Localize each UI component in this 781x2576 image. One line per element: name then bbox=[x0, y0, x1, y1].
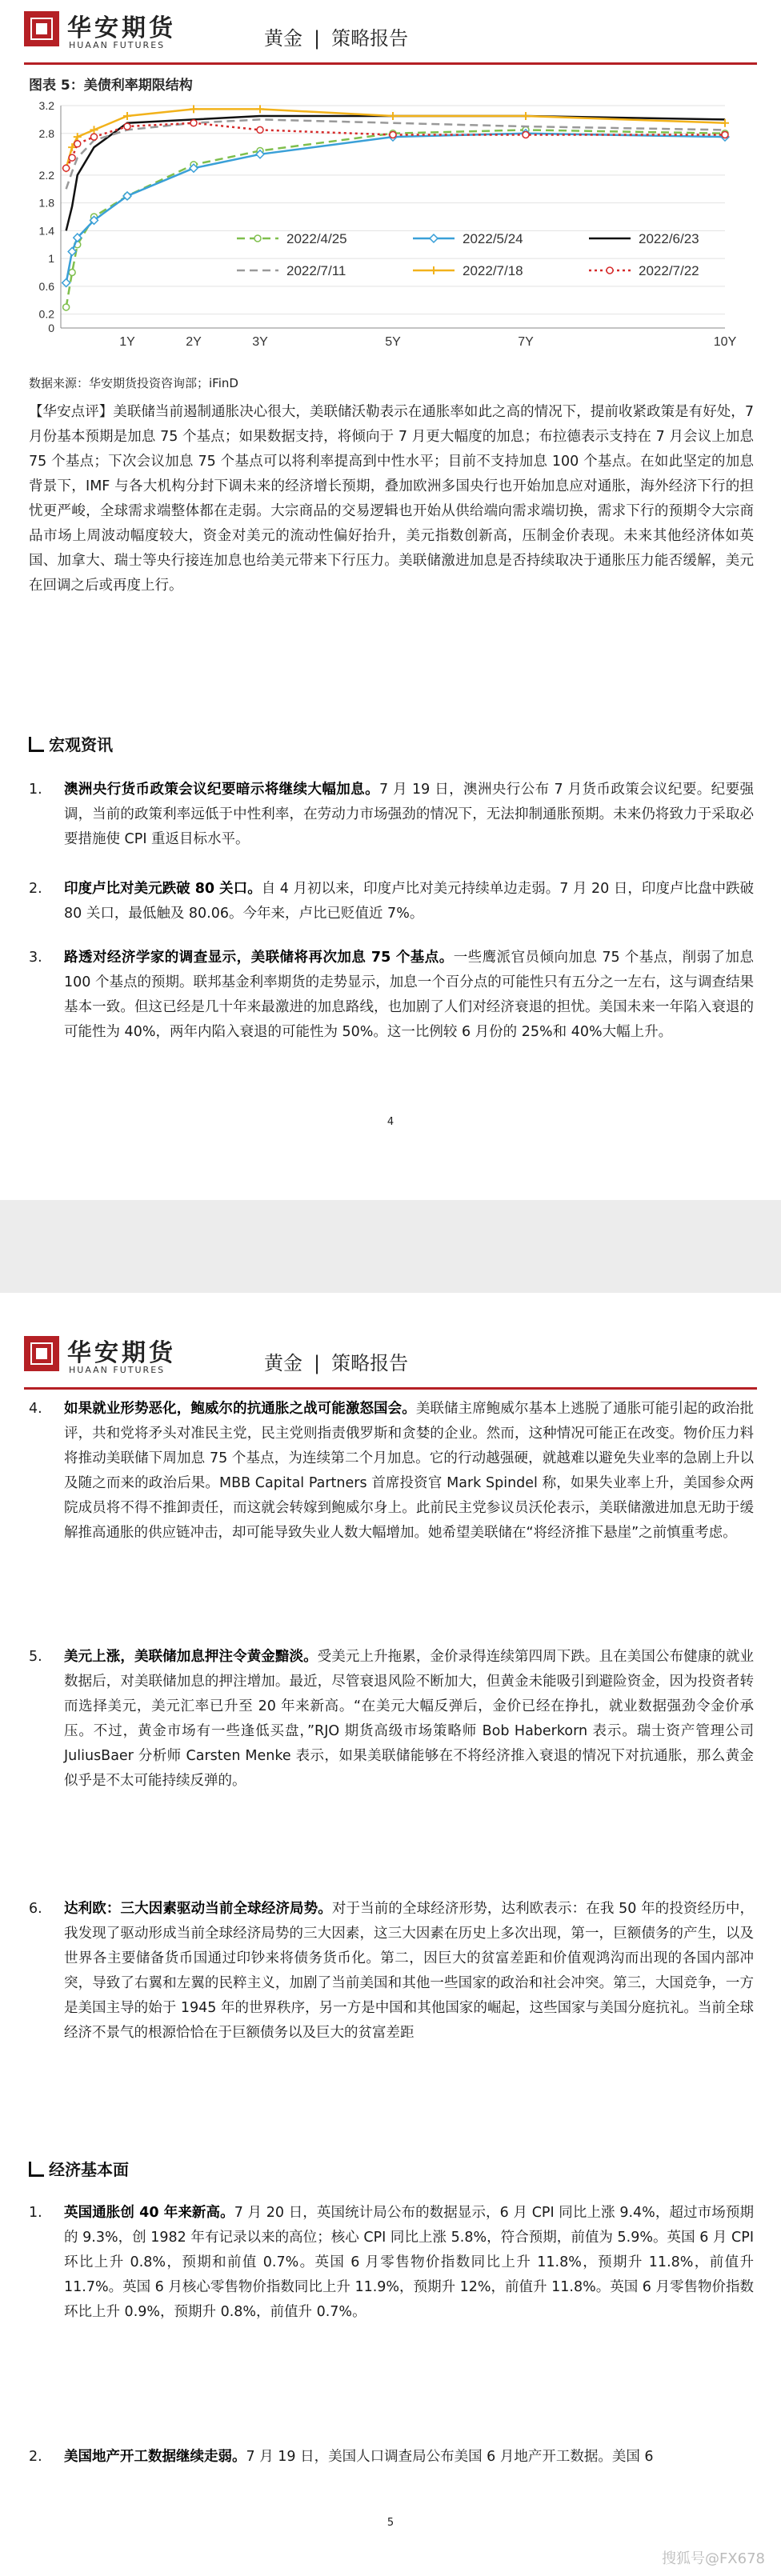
fund-item-1 bbox=[29, 2201, 754, 2325]
data-point bbox=[257, 126, 263, 133]
page-5 bbox=[0, 1293, 781, 2576]
logo-mark-icon bbox=[24, 11, 59, 46]
data-point bbox=[69, 270, 75, 276]
item-number: 1. bbox=[29, 782, 42, 798]
figure-source: 数据来源：华安期货投资咨询部；iFinD bbox=[29, 376, 238, 390]
macro-item-2 bbox=[29, 877, 754, 926]
series-line bbox=[66, 130, 725, 307]
item-number: 3. bbox=[29, 950, 42, 966]
logo-mark-icon bbox=[24, 1336, 59, 1371]
data-point bbox=[74, 133, 82, 141]
macro-item-3 bbox=[29, 946, 754, 1045]
item-body: 美联储主席鲍威尔基本上逃脱了通胀可能引起的政治批评，共和党将矛头对准民主党，民主党则指责俄罗斯和贪婪的企业。然而，这种情况可能正在改变。物价压力料将推动美联储下周加息 75 个基点，为连续第二个月加息。它的行动越强硬，就越难以避免失业率的急剧上升以及随之而来的政治后果。MBB Capital Partners 首席投资官 Mark Spindel 称，如果失业率上升，美国参众两院成员将不得不推卸责任，而这就会转嫁到鲍威尔身上。此前民主党参议员沃伦表示，美联储激进加息无助于缓解推高通胀的供应链冲击，却可能导致失业人数大幅增加。她希望美联储在“将经济推下悬崖”之前慎重考虑。 bbox=[64, 1401, 754, 1541]
x-tick-label: 1Y bbox=[119, 335, 135, 349]
legend-marker bbox=[607, 267, 613, 274]
data-point bbox=[123, 112, 131, 120]
x-tick-label: 7Y bbox=[518, 335, 534, 349]
header-rule bbox=[24, 62, 757, 65]
macro-item-5 bbox=[29, 1645, 754, 1794]
macro-item-1 bbox=[29, 778, 754, 852]
yield-curve-chart bbox=[29, 96, 757, 372]
legend-marker bbox=[254, 235, 261, 242]
company-logo bbox=[24, 8, 208, 56]
item-number: 4. bbox=[29, 1401, 42, 1417]
item-headline: 如果就业形势恶化，鲍威尔的抗通胀之战可能激怒国会。 bbox=[64, 1401, 416, 1417]
item-number: 2. bbox=[29, 881, 42, 897]
x-tick-label: 5Y bbox=[385, 335, 401, 349]
item-body: 受美元上升拖累，金价录得连续第四周下跌。且在美国公布健康的就业数据后，对美联储加息的押注增加。最近，尽管衰退风险不断加大，但黄金未能吸引到避险资金，因为投资者转而选择美元，美元汇率已升至 20 年来新高。“在美元大幅反弹后，金价已经在挣扎，就业数据强劲令金价承压。不过，黄金市场有一些逢低买盘，”RJO 期货高级市场策略师 Bob Haberkorn 表示。瑞士资产管理公司 JuliusBaer 分析师 Carsten Menke 表示，如果美联储能够在不将经济推入衰退的情况下对抗通胀，那么黄金似乎是不太可能持续反弹的。 bbox=[64, 1649, 754, 1789]
y-tick-label: 0.2 bbox=[38, 307, 54, 321]
page-number: 4 bbox=[386, 1116, 395, 1128]
data-point bbox=[190, 120, 197, 126]
legend-label: 2022/5/24 bbox=[463, 231, 523, 246]
data-point bbox=[69, 154, 75, 161]
item-body: 7 月 19 日，美国人口调查局公布美国 6 月地产开工数据。美国 6 bbox=[246, 2449, 654, 2465]
legend-marker bbox=[430, 266, 438, 274]
page-header bbox=[0, 1325, 781, 1389]
legend-marker bbox=[430, 234, 438, 242]
item-headline: 澳洲央行货币政策会议纪要暗示将继续大幅加息。 bbox=[64, 782, 380, 798]
logo-english-name: HUAAN FUTURES bbox=[69, 1365, 166, 1375]
y-tick-label: 3.2 bbox=[38, 99, 54, 112]
company-logo bbox=[24, 1333, 208, 1381]
page-gap bbox=[0, 1200, 781, 1293]
section-fundamental-label: 经济基本面 bbox=[49, 2160, 129, 2179]
legend-label: 2022/7/18 bbox=[463, 263, 523, 278]
section-bracket-icon bbox=[29, 2162, 44, 2177]
header-rule bbox=[24, 1387, 757, 1390]
report-title bbox=[264, 22, 408, 50]
section-fundamental-heading bbox=[29, 2157, 129, 2180]
commentary-paragraph: 【华安点评】美联储当前遏制通胀决心很大，美联储沃勒表示在通胀率如此之高的情况下，提前收紧政策是有好处，7月份基本预期是加息 75 个基点；如果数据支持，将倾向于 7 月更大幅度的加息；布拉德表示支持在 7 月会议上加息 75 个基点；下次会议加息 75 个基点可以将利率提高到中性水平；目前不支持加息 100 个基点。在如此坚定的加息背景下，IMF 与各大机构分封下调未来的经济增长预期，叠加欧洲多国央行也开始加息应对通胀，海外经济下行的担忧更严峻，全球需求端整体都在走弱。大宗商品的交易逻辑也开始从供给端向需求端切换，需求下行的预期令大宗商品市场上周波动幅度较大，资金对美元的流动性偏好抬升，美元指数创新高，压制金价表现。未来其他经济体如英国、加拿大、瑞士等央行接连加息也给美元带来下行压力。美联储激进加息是否持续取决于通胀压力能否缓解，美元在回调之后或再度上行。 bbox=[29, 404, 754, 594]
series-line bbox=[66, 123, 725, 168]
logo-chinese-name: 华安期货 bbox=[67, 1339, 176, 1367]
y-tick-label: 2.8 bbox=[38, 126, 54, 140]
data-point bbox=[62, 279, 70, 287]
page-number: 5 bbox=[386, 2517, 395, 2529]
data-point bbox=[63, 304, 70, 310]
item-body: 对于当前的全球经济形势，达利欧表示：在我 50 年的投资经历中，我发现了驱动形成当前全球经济局势的三大因素，这三大因素在历史上多次出现，第一，巨额债务的产生，以及世界各主要储备货币国通过印钞来将债务货币化。第二，因巨大的贫富差距和价值观鸿沟而出现的各国内部冲突，导致了右翼和左翼的民粹主义，加剧了当前美国和其他一些国家的政治和社会冲突。第三，大国竞争，一方是美国主导的始于 1945 年的世界秩序，另一方是中国和其他国家的崛起，这些国家与美国分庭抗礼。当前全球经济不景气的根源恰恰在于巨额债务以及巨大的贫富差距 bbox=[64, 1901, 754, 2041]
y-tick-label: 2.2 bbox=[38, 168, 54, 182]
y-tick-label: 0.6 bbox=[38, 279, 54, 293]
x-tick-label: 3Y bbox=[252, 335, 268, 349]
data-point bbox=[90, 126, 98, 134]
y-tick-label: 0 bbox=[48, 322, 54, 334]
section-macro-label: 宏观资讯 bbox=[49, 735, 113, 754]
legend-label: 2022/6/23 bbox=[639, 231, 699, 246]
figure-title: 图表 5：美债利率期限结构 bbox=[29, 78, 193, 94]
report-title-left: 黄金 bbox=[264, 27, 302, 50]
data-point bbox=[390, 131, 396, 138]
item-headline: 达利欧：三大因素驱动当前全球经济局势。 bbox=[64, 1901, 332, 1917]
data-point bbox=[74, 141, 81, 147]
data-point bbox=[523, 131, 529, 138]
report-title-separator: | bbox=[314, 1352, 321, 1374]
item-headline: 印度卢比对美元跌破 80 关口。 bbox=[64, 881, 262, 897]
report-title-right: 策略报告 bbox=[331, 1352, 409, 1374]
data-point bbox=[63, 165, 70, 171]
item-body: 自 4 月初以来，印度卢比对美元持续单边走弱。7 月 20 日，印度卢比盘中跌破 80 关口，最低触及 80.06。今年来，卢比已贬值近 7%。 bbox=[64, 881, 754, 922]
section-bracket-icon bbox=[29, 737, 44, 752]
data-point bbox=[91, 134, 98, 140]
watermark: 搜狐号@FX678 bbox=[661, 2550, 765, 2567]
report-title bbox=[264, 1347, 408, 1375]
data-point bbox=[722, 131, 728, 138]
legend-label: 2022/7/22 bbox=[639, 263, 699, 278]
item-body: 一些鹰派官员倾向加息 75 个基点，削弱了加息 100 个基点的预期。联邦基金利率期货的走势显示，加息一个百分点的可能性只有五分之一左右，这与调查结果基本一致。但这已经是几十年来最激进的加息路线，也加剧了人们对经济衰退的担忧。美国未来一年陷入衰退的可能性为 40%，两年内陷入衰退的可能性为 50%。这一比例较 6 月份的 25%和 40%大幅上升。 bbox=[64, 950, 754, 1040]
item-number: 2. bbox=[29, 2449, 42, 2465]
report-title-right: 策略报告 bbox=[331, 27, 409, 50]
macro-item-6 bbox=[29, 1897, 754, 2046]
macro-item-4 bbox=[29, 1397, 754, 1546]
report-title-separator: | bbox=[314, 27, 321, 50]
x-tick-label: 10Y bbox=[713, 335, 737, 349]
section-macro-heading bbox=[29, 732, 113, 755]
data-point bbox=[256, 105, 264, 113]
logo-chinese-name: 华安期货 bbox=[67, 14, 176, 42]
data-point bbox=[522, 112, 530, 120]
data-point bbox=[190, 105, 198, 113]
item-number: 6. bbox=[29, 1901, 42, 1917]
item-headline: 美国地产开工数据继续走弱。 bbox=[64, 2449, 246, 2465]
x-tick-label: 2Y bbox=[186, 335, 202, 349]
item-body: 7 月 20 日，英国统计局公布的数据显示，6 月 CPI 同比上涨 9.4%，超过市场预期的 9.3%，创 1982 年有记录以来的高位；核心 CPI 同比上涨 5.8%，符合预期，前值为 5.9%。英国 6 月 CPI 环比上升 0.8%，预期和前值 0.7%。英国 6 月零售物价指数同比上升 11.8%，预期升 11.8%，前值升 11.7%。英国 6 月核心零售物价指数同比上升 11.9%，预期升 12%，前值升 11.8%。英国 6 月零售物价指数环比上升 0.9%，预期升 0.8%，前值升 0.7%。 bbox=[64, 2205, 754, 2320]
report-title-left: 黄金 bbox=[264, 1352, 302, 1374]
item-number: 5. bbox=[29, 1649, 42, 1665]
fund-item-2 bbox=[29, 2445, 754, 2470]
item-headline: 英国通胀创 40 年来新高。 bbox=[64, 2205, 234, 2221]
series-line bbox=[66, 134, 725, 283]
legend-label: 2022/4/25 bbox=[286, 231, 347, 246]
legend-label: 2022/7/11 bbox=[286, 263, 346, 278]
data-point bbox=[124, 123, 130, 130]
page-header bbox=[0, 0, 781, 64]
logo-english-name: HUAAN FUTURES bbox=[69, 40, 166, 50]
y-tick-label: 1 bbox=[48, 252, 54, 266]
y-tick-label: 1.8 bbox=[38, 196, 54, 210]
item-headline: 路透对经济学家的调查显示，美联储将再次加息 75 个基点。 bbox=[64, 950, 454, 966]
item-body: 7 月 19 日，澳洲央行公布 7 月货币政策会议纪要。纪要强调，当前的政策利率远低于中性利率，在劳动力市场强劲的情况下，无法抑制通胀预期。未来仍将致力于采取必要措施使 CPI 重返目标水平。 bbox=[64, 782, 755, 847]
item-number: 1. bbox=[29, 2205, 42, 2221]
series-line bbox=[66, 119, 725, 189]
page-4 bbox=[0, 0, 781, 1200]
item-headline: 美元上涨，美联储加息押注令黄金黯淡。 bbox=[64, 1649, 318, 1665]
data-point bbox=[389, 112, 397, 120]
y-tick-label: 1.4 bbox=[38, 224, 54, 238]
